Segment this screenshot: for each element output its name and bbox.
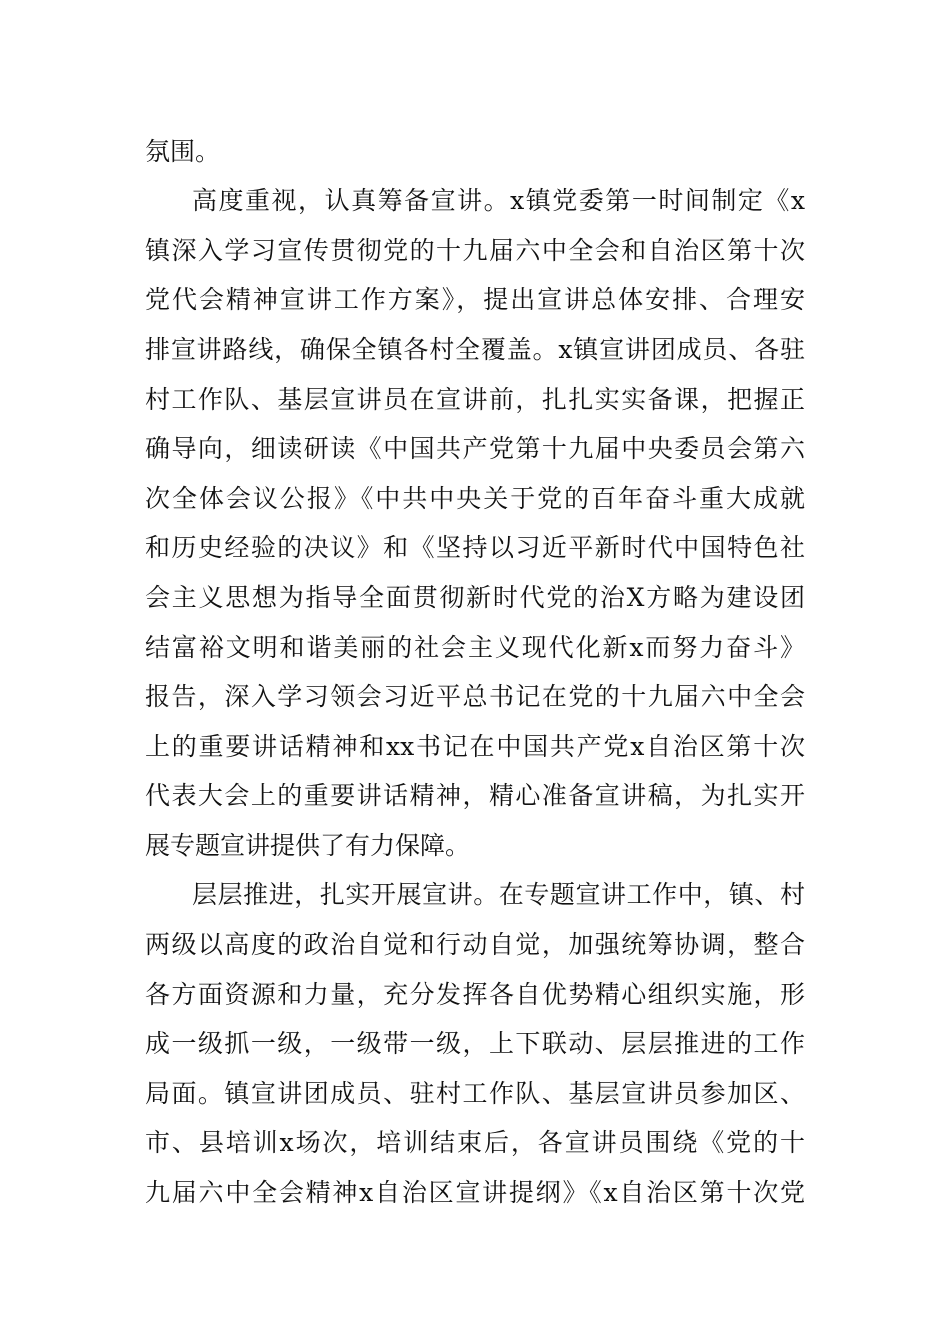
paragraph-line: 两级以高度的政治自觉和行动自觉，加强统筹协调，整合 (145, 930, 805, 959)
paragraph-line: 和历史经验的决议》和《坚持以习近平新时代中国特色社 (145, 533, 805, 562)
paragraph-line: 层层推进，扎实开展宣讲。在专题宣讲工作中，镇、村 (192, 880, 805, 909)
paragraph-line: 代表大会上的重要讲话精神，精心准备宣讲稿，为扎实开 (145, 781, 805, 810)
paragraph-line: 排宣讲路线，确保全镇各村全覆盖。x镇宣讲团成员、各驻 (145, 335, 805, 364)
paragraph-line: 市、县培训x场次，培训结束后，各宣讲员围绕《党的十 (145, 1128, 805, 1157)
paragraph-line: 报告，深入学习领会习近平总书记在党的十九届六中全会 (145, 682, 805, 711)
paragraph-line: 次全体会议公报》《中共中央关于党的百年奋斗重大成就 (145, 484, 805, 513)
paragraph-line: 镇深入学习宣传贯彻党的十九届六中全会和自治区第十次 (145, 236, 805, 265)
paragraph-line: 党代会精神宣讲工作方案》，提出宣讲总体安排、合理安 (145, 285, 805, 314)
paragraph-line: 展专题宣讲提供了有力保障。 (145, 831, 471, 860)
paragraph-line: 会主义思想为指导全面贯彻新时代党的治X方略为建设团 (145, 583, 805, 612)
paragraph-line: 上的重要讲话精神和xx书记在中国共产党x自治区第十次 (145, 732, 805, 761)
paragraph-line: 氛围。 (145, 137, 221, 166)
paragraph-line: 局面。镇宣讲团成员、驻村工作队、基层宣讲员参加区、 (145, 1079, 805, 1108)
paragraph-line: 成一级抓一级，一级带一级，上下联动、层层推进的工作 (145, 1029, 805, 1058)
paragraph-line: 结富裕文明和谐美丽的社会主义现代化新x而努力奋斗》 (145, 633, 805, 662)
paragraph-line: 各方面资源和力量，充分发挥各自优势精心组织实施，形 (145, 980, 805, 1009)
paragraph-line: 村工作队、基层宣讲员在宣讲前，扎扎实实备课，把握正 (145, 385, 805, 414)
paragraph-line: 高度重视，认真筹备宣讲。x镇党委第一时间制定《x (192, 186, 805, 215)
paragraph-line: 九届六中全会精神x自治区宣讲提纲》《x自治区第十次党 (145, 1178, 805, 1207)
paragraph-line: 确导向，细读研读《中国共产党第十九届中央委员会第六 (145, 434, 805, 463)
